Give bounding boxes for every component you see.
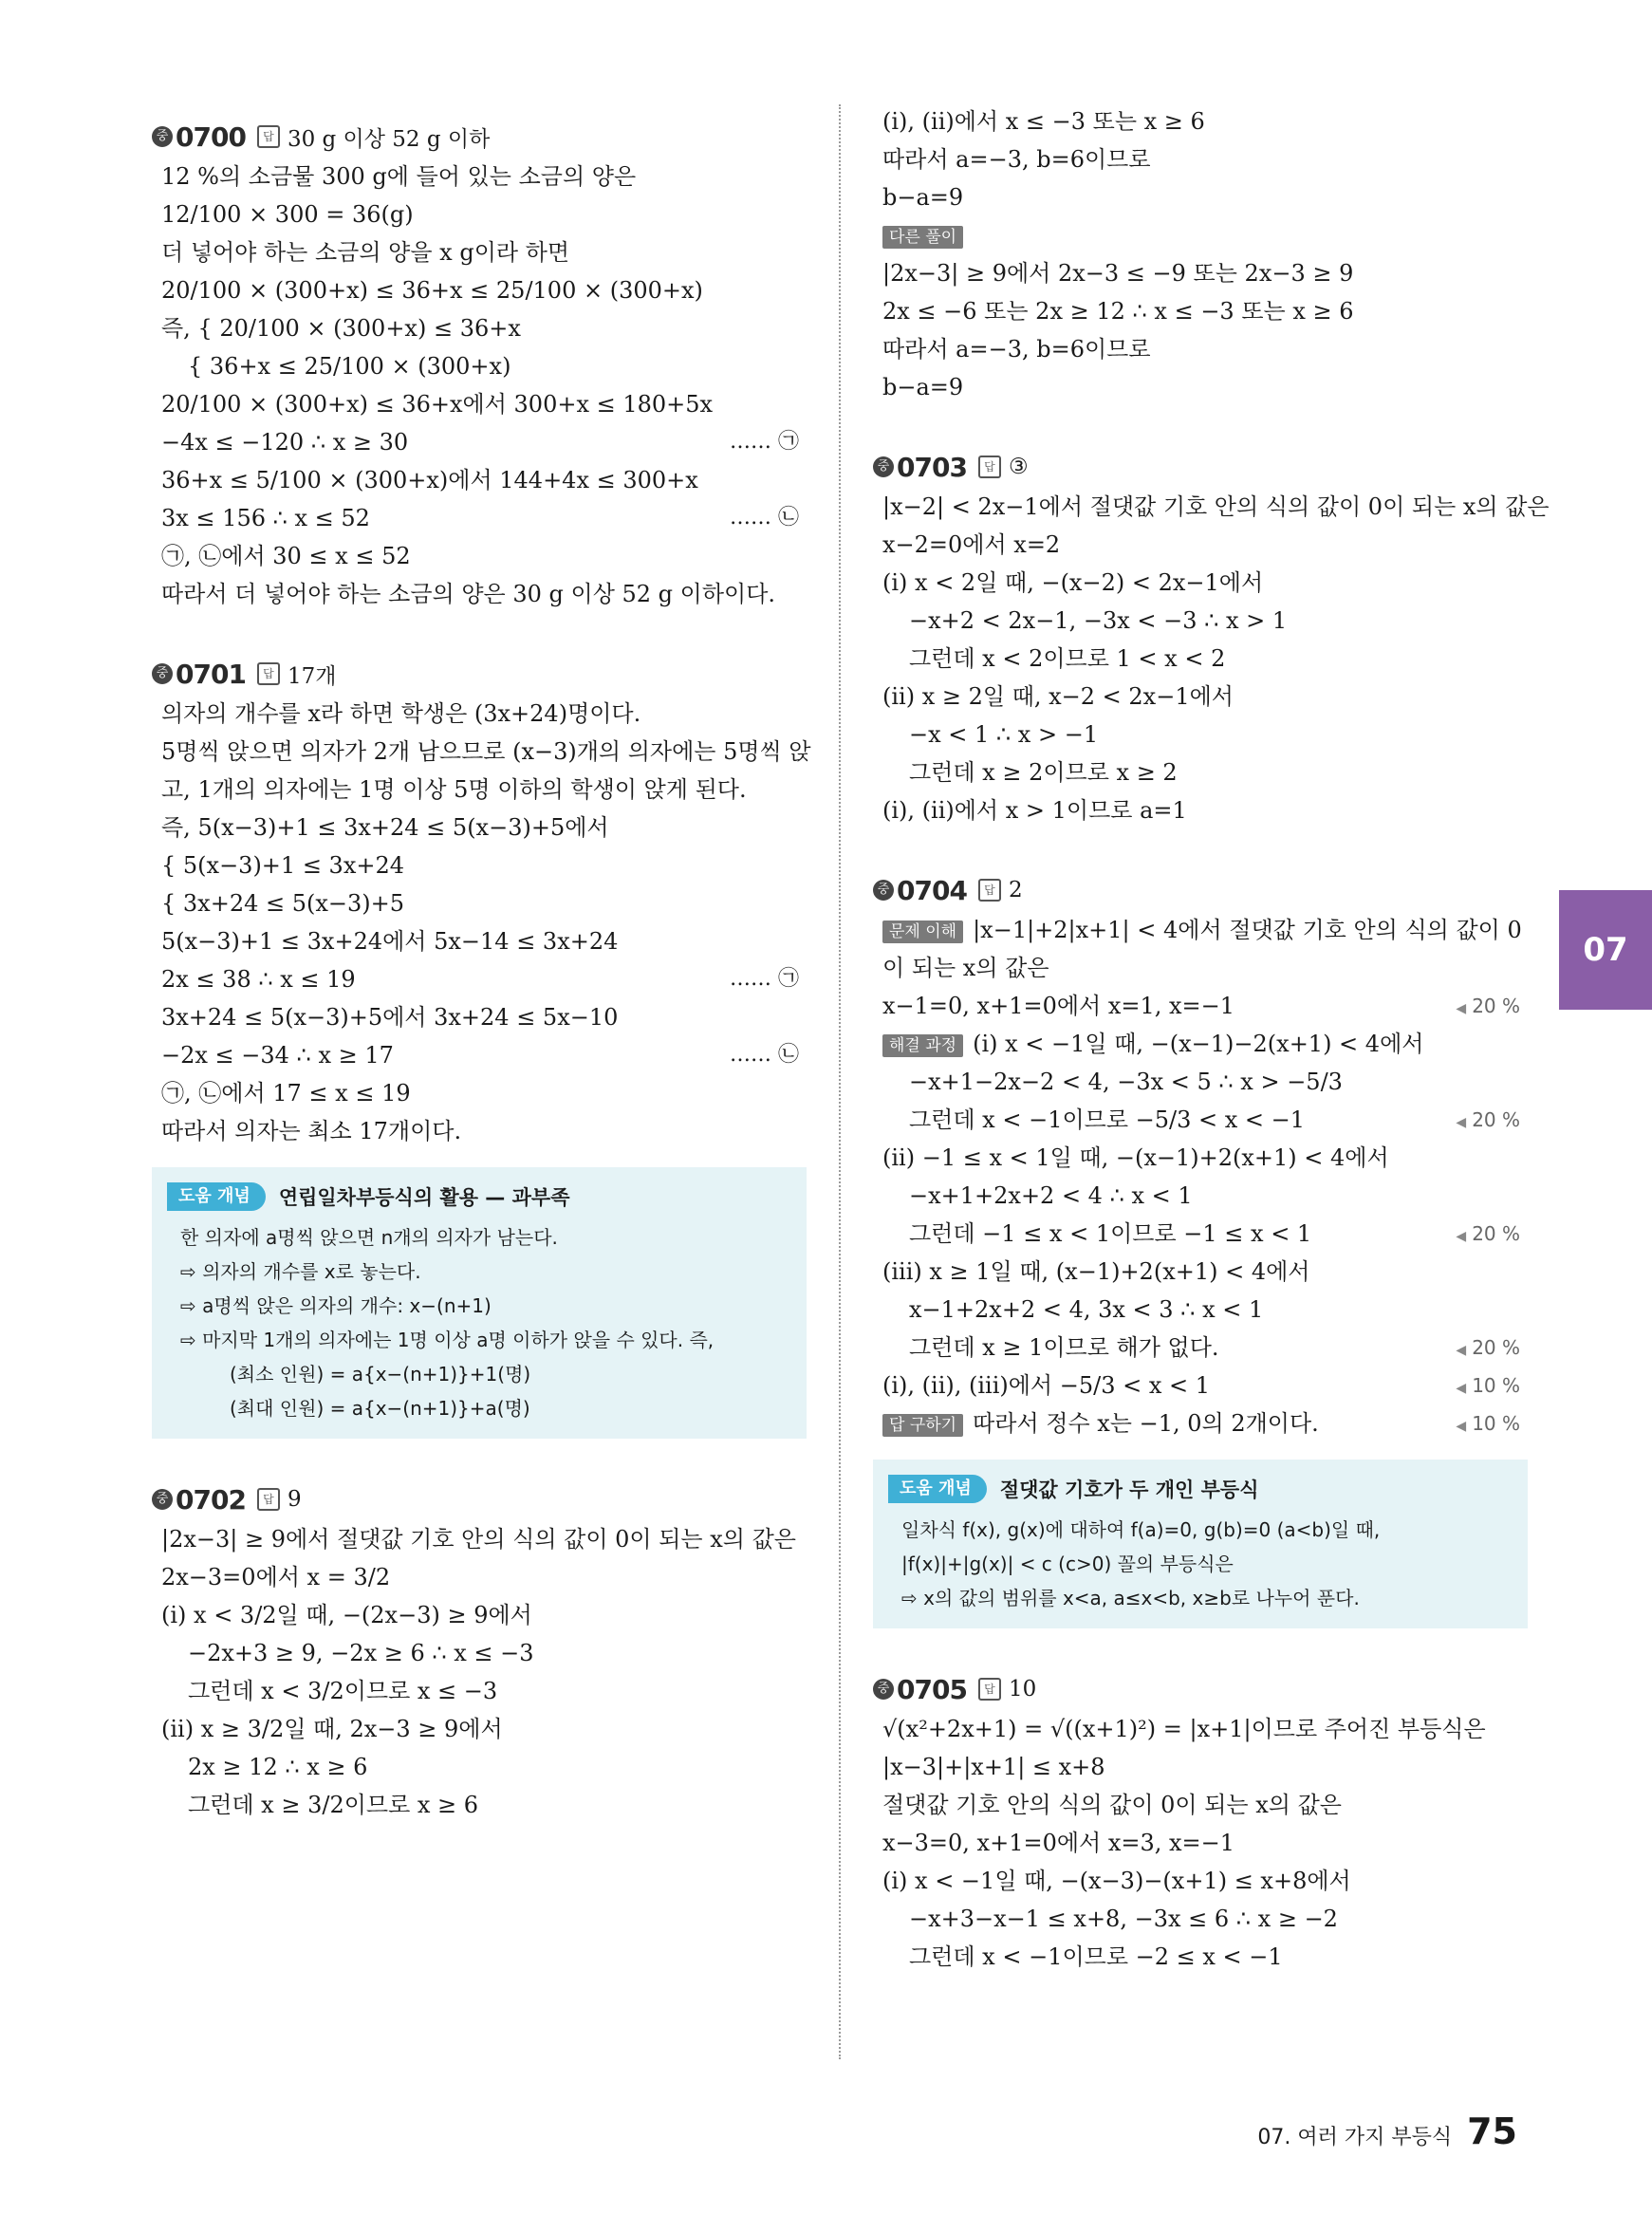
solution-line (873, 564, 1528, 602)
triangle-icon: ◀ (1456, 1229, 1467, 1244)
problem-id: 0700 (176, 121, 246, 153)
line-text: 따라서 a=−3, b=6이므로 (882, 336, 1151, 363)
step-tag: 해결 과정 (882, 1034, 963, 1057)
solution-line (873, 1177, 1528, 1215)
left-column (152, 102, 811, 1824)
line-text: −x+1+2x+2 < 4 ∴ x < 1 (909, 1182, 1193, 1209)
line-text: 따라서 의자는 최소 17개이다. (161, 1118, 462, 1144)
score-percent (1456, 1329, 1520, 1369)
equation-marker: …… ㉡ (730, 506, 799, 530)
solution-line (152, 1672, 807, 1710)
problem-number (152, 121, 246, 153)
triangle-icon: ◀ (1456, 1343, 1467, 1358)
solution-line (152, 884, 807, 922)
answer-text: ③ (1008, 455, 1029, 479)
solution-line (152, 1710, 807, 1748)
solution-line (152, 960, 807, 998)
problem-id: 0701 (176, 658, 246, 690)
line-text: 그런데 x ≥ 2이므로 x ≥ 2 (909, 759, 1178, 786)
answer-text: 2 (1008, 878, 1023, 902)
line-text: (ii) x ≥ 2일 때, x−2 < 2x−1에서 (882, 683, 1234, 710)
line-text: −x < 1 ∴ x > −1 (909, 721, 1099, 748)
line-text: (i), (ii)에서 x > 1이므로 a=1 (882, 797, 1187, 824)
line-text: 그런데 x ≥ 3/2이므로 x ≥ 6 (188, 1792, 479, 1818)
concept-box (152, 1167, 807, 1439)
line-text: ㉠, ㉡에서 30 ≤ x ≤ 52 (161, 543, 411, 569)
difficulty-badge: 중 (152, 126, 173, 147)
solution-line (873, 1367, 1528, 1404)
solution-line (152, 1596, 807, 1634)
line-text: −2x ≤ −34 ∴ x ≥ 17 (161, 1042, 394, 1069)
line-text: 그런데 x < 3/2이므로 x ≤ −3 (188, 1678, 498, 1704)
page-number: 75 (1467, 2111, 1517, 2152)
answer-icon: 답 (978, 456, 1001, 478)
line-text: 즉, { 20/100 × (300+x) ≤ 36+x (161, 315, 521, 342)
solution-line (152, 771, 807, 809)
line-text: 이 되는 x의 값은 (882, 955, 1049, 981)
solution-line (152, 922, 807, 960)
problem-header (152, 116, 807, 158)
step-tag: 다른 풀이 (882, 226, 963, 249)
step-tag: 답 구하기 (882, 1414, 963, 1437)
solution-line (152, 195, 807, 233)
problem-header (152, 1478, 807, 1520)
equation-marker: …… ㉠ (730, 430, 799, 454)
line-text: x−1+2x+2 < 4, 3x < 3 ∴ x < 1 (909, 1296, 1264, 1323)
concept-pill: 도움 개념 (167, 1182, 266, 1211)
score-value: 20 % (1472, 1108, 1520, 1131)
solution-line (873, 1786, 1528, 1824)
solution-line (152, 1112, 807, 1150)
line-text: (i), (ii), (iii)에서 −5/3 < x < 1 (882, 1372, 1211, 1399)
line-text: 의자의 개수를 x라 하면 학생은 (3x+24)명이다. (161, 700, 641, 727)
answer-text: 17개 (287, 663, 337, 689)
solution-line (873, 254, 1528, 292)
solution-line (152, 1786, 807, 1824)
problem-number (873, 452, 967, 483)
answer-icon: 답 (257, 662, 280, 685)
line-text: 3x ≤ 156 ∴ x ≤ 52 (161, 505, 370, 531)
line-text: 그런데 x ≥ 1이므로 해가 없다. (909, 1334, 1219, 1361)
solution-line (152, 499, 807, 537)
solution-line (873, 753, 1528, 791)
page-footer (1257, 2111, 1517, 2152)
section-gap (873, 829, 1528, 856)
solution-line (873, 602, 1528, 640)
solution-line (152, 1634, 807, 1672)
line-text: −4x ≤ −120 ∴ x ≥ 30 (161, 429, 409, 456)
line-text: { 36+x ≤ 25/100 × (300+x) (188, 353, 511, 380)
solution-line (873, 640, 1528, 678)
solution-line (873, 1139, 1528, 1177)
line-text: 2x ≤ −6 또는 2x ≥ 12 ∴ x ≤ −3 또는 x ≥ 6 (882, 298, 1354, 325)
answer-text: 30 g 이상 52 g 이하 (287, 126, 491, 152)
solution-line (152, 1558, 807, 1596)
line-text: ㉠, ㉡에서 17 ≤ x ≤ 19 (161, 1080, 411, 1106)
line-text: |2x−3| ≥ 9에서 절댓값 기호 안의 식의 값이 0이 되는 x의 값은 (161, 1526, 796, 1553)
solution-line (152, 347, 807, 385)
solution-line (152, 695, 807, 733)
solution-line (873, 1862, 1528, 1900)
solution-line (152, 1520, 807, 1558)
line-text: x−3=0, x+1=0에서 x=3, x=−1 (882, 1830, 1235, 1856)
line-text: (i) x < 3/2일 때, −(2x−3) ≥ 9에서 (161, 1602, 532, 1628)
solution-line (873, 1900, 1528, 1938)
solution-line (152, 233, 807, 271)
problem-id: 0703 (897, 451, 967, 483)
solution-line (873, 716, 1528, 753)
solution-line (152, 846, 807, 884)
solution-line (873, 330, 1528, 368)
line-text: −x+2 < 2x−1, −3x < −3 ∴ x > 1 (909, 607, 1288, 634)
tagged-line (873, 911, 1528, 949)
score-value: 20 % (1472, 1336, 1520, 1359)
line-text: √(x²+2x+1) = √((x+1)²) = |x+1|이므로 주어진 부등식은 (882, 1716, 1486, 1742)
solution-line (152, 575, 807, 613)
solution-line (873, 1253, 1528, 1291)
concept-line: ⇨ 마지막 1개의 의자에는 1명 이상 a명 이하가 앉을 수 있다. 즉, (180, 1329, 715, 1351)
tagged-line (873, 1025, 1528, 1063)
problem-header (873, 446, 1528, 488)
concept-title: 절댓값 기호가 두 개인 부등식 (999, 1478, 1259, 1501)
score-value: 20 % (1472, 995, 1520, 1017)
solution-line (152, 1748, 807, 1786)
solution-line (873, 949, 1528, 987)
line-text: 고, 1개의 의자에는 1명 이상 5명 이하의 학생이 앉게 된다. (161, 776, 747, 803)
problem-id: 0705 (897, 1673, 967, 1705)
line-text: −x+3−x−1 ≤ x+8, −3x ≤ 6 ∴ x ≥ −2 (909, 1906, 1338, 1932)
difficulty-badge: 중 (873, 456, 894, 477)
triangle-icon: ◀ (1456, 1419, 1467, 1434)
solution-line (873, 1291, 1528, 1329)
concept-line: ⇨ a명씩 앉은 의자의 개수: x−(n+1) (180, 1294, 492, 1317)
score-value: 10 % (1472, 1374, 1520, 1397)
solution-line (873, 368, 1528, 406)
line-text: (i) x < −1일 때, −(x−3)−(x+1) ≤ x+8에서 (882, 1868, 1351, 1894)
line-text: 3x+24 ≤ 5(x−3)+5에서 3x+24 ≤ 5x−10 (161, 1004, 619, 1031)
concept-line: ⇨ 의자의 개수를 x로 놓는다. (180, 1260, 421, 1283)
solution-line (152, 1074, 807, 1112)
line-text: |x−3|+|x+1| ≤ x+8 (882, 1754, 1105, 1780)
line-text: 그런데 x < −1이므로 −2 ≤ x < −1 (909, 1943, 1283, 1970)
solution-line (873, 292, 1528, 330)
line-text: b−a=9 (882, 374, 964, 400)
score-percent (1456, 1404, 1520, 1445)
line-text: 12 %의 소금물 300 g에 들어 있는 소금의 양은 (161, 163, 637, 190)
problem-number (873, 875, 967, 906)
solution-line (873, 1215, 1528, 1253)
line-text: { 5(x−3)+1 ≤ 3x+24 (161, 852, 405, 879)
problem-id: 0704 (897, 874, 967, 906)
line-text: 2x−3=0에서 x = 3/2 (161, 1564, 391, 1590)
concept-line: 한 의자에 a명씩 앉으면 n개의 의자가 남는다. (180, 1226, 558, 1249)
line-text: 5(x−3)+1 ≤ 3x+24에서 5x−14 ≤ 3x+24 (161, 928, 619, 955)
line-text: −2x+3 ≥ 9, −2x ≥ 6 ∴ x ≤ −3 (188, 1640, 534, 1666)
line-text: −x+1−2x−2 < 4, −3x < 5 ∴ x > −5/3 (909, 1069, 1343, 1095)
line-text: 따라서 더 넣어야 하는 소금의 양은 30 g 이상 52 g 이하이다. (161, 581, 776, 607)
right-column (873, 102, 1550, 1976)
score-value: 10 % (1472, 1412, 1520, 1435)
line-text: x−2=0에서 x=2 (882, 531, 1061, 558)
problem-number (873, 1674, 967, 1705)
difficulty-badge: 중 (152, 663, 173, 684)
line-text: 2x ≤ 38 ∴ x ≤ 19 (161, 966, 356, 993)
section-gap (152, 613, 807, 640)
line-text: 따라서 정수 x는 −1, 0의 2개이다. (973, 1410, 1319, 1437)
problem-number (152, 659, 246, 690)
problem-number (152, 1484, 246, 1516)
problem-header (873, 869, 1528, 911)
answer-text: 9 (287, 1487, 302, 1512)
concept-line: 일차식 f(x), g(x)에 대하여 f(a)=0, g(b)=0 (a<b)일 때, (901, 1518, 1381, 1541)
tagged-line (873, 216, 1528, 254)
line-text: (i) x < 2일 때, −(x−2) < 2x−1에서 (882, 569, 1264, 596)
solution-line (873, 678, 1528, 716)
answer-icon: 답 (257, 125, 280, 148)
line-text: (i) x < −1일 때, −(x−1)−2(x+1) < 4에서 (973, 1031, 1424, 1057)
difficulty-badge: 중 (873, 1679, 894, 1700)
solution-line (873, 178, 1528, 216)
line-text: 그런데 x < −1이므로 −5/3 < x < −1 (909, 1106, 1306, 1133)
solution-line (873, 1710, 1528, 1748)
line-text: { 3x+24 ≤ 5(x−3)+5 (161, 890, 405, 917)
concept-pill: 도움 개념 (888, 1475, 987, 1503)
answer-icon: 답 (257, 1488, 280, 1511)
concept-line: (최대 인원) = a{x−(n+1)}+a(명) (230, 1397, 530, 1420)
equation-marker: …… ㉡ (730, 1043, 799, 1067)
solution-line (152, 733, 811, 771)
score-percent (1456, 1101, 1520, 1142)
line-text: 20/100 × (300+x) ≤ 36+x에서 300+x ≤ 180+5x (161, 391, 714, 418)
solution-line (873, 488, 1550, 526)
solution-line (152, 809, 807, 846)
score-percent (1456, 1215, 1520, 1255)
score-percent (1456, 987, 1520, 1028)
concept-box (873, 1460, 1528, 1628)
section-gap (152, 1439, 807, 1465)
difficulty-badge: 중 (152, 1489, 173, 1510)
solution-line (152, 998, 807, 1036)
line-text: 2x ≥ 12 ∴ x ≥ 6 (188, 1754, 368, 1780)
solution-line (873, 526, 1528, 564)
solution-line (152, 461, 807, 499)
equation-marker: …… ㉠ (730, 967, 799, 991)
section-gap (873, 406, 1528, 433)
solution-line (873, 791, 1528, 829)
concept-box-header (167, 1182, 791, 1211)
answer-icon: 답 (978, 879, 1001, 902)
line-text: (ii) x ≥ 3/2일 때, 2x−3 ≥ 9에서 (161, 1716, 503, 1742)
answer-text: 10 (1008, 1677, 1037, 1702)
line-text: 5명씩 앉으면 의자가 2개 남으므로 (x−3)개의 의자에는 5명씩 앉 (161, 738, 811, 765)
line-text: x−1=0, x+1=0에서 x=1, x=−1 (882, 993, 1235, 1019)
solution-line (873, 1938, 1528, 1976)
score-value: 20 % (1472, 1222, 1520, 1245)
line-text: 12/100 × 300 = 36(g) (161, 201, 414, 228)
concept-line: |f(x)|+|g(x)| < c (c>0) 꼴의 부등식은 (901, 1553, 1234, 1575)
problem-header (873, 1668, 1528, 1710)
concept-line: (최소 인원) = a{x−(n+1)}+1(명) (230, 1363, 531, 1385)
solution-line (873, 1101, 1528, 1139)
section-gap (873, 1628, 1528, 1655)
line-text: (ii) −1 ≤ x < 1일 때, −(x−1)+2(x+1) < 4에서 (882, 1144, 1389, 1171)
solution-line (873, 140, 1528, 178)
line-text: |2x−3| ≥ 9에서 2x−3 ≤ −9 또는 2x−3 ≥ 9 (882, 260, 1354, 287)
concept-title: 연립일차부등식의 활용 — 과부족 (278, 1186, 570, 1209)
score-percent (1456, 1367, 1520, 1407)
line-text: |x−2| < 2x−1에서 절댓값 기호 안의 식의 값이 0이 되는 x의 값은 (882, 493, 1550, 520)
footer-chapter-label: 07. 여러 가지 부등식 (1257, 2126, 1453, 2149)
solution-line (873, 1063, 1528, 1101)
solution-line (873, 1824, 1528, 1862)
chapter-tab: 07 (1559, 890, 1652, 1010)
solution-line (152, 385, 807, 423)
line-text: 36+x ≤ 5/100 × (300+x)에서 144+4x ≤ 300+x (161, 467, 698, 493)
solution-line (873, 1748, 1528, 1786)
triangle-icon: ◀ (1456, 1115, 1467, 1130)
solution-line (152, 271, 807, 309)
line-text: |x−1|+2|x+1| < 4에서 절댓값 기호 안의 식의 값이 0 (973, 917, 1522, 943)
line-text: 절댓값 기호 안의 식의 값이 0이 되는 x의 값은 (882, 1792, 1342, 1818)
concept-box-header (888, 1475, 1513, 1503)
solution-line (873, 987, 1528, 1025)
column-divider (839, 104, 841, 2059)
line-text: (i), (ii)에서 x ≤ −3 또는 x ≥ 6 (882, 108, 1205, 135)
solution-line (152, 537, 807, 575)
line-text: 20/100 × (300+x) ≤ 36+x ≤ 25/100 × (300+x) (161, 277, 703, 304)
difficulty-badge: 중 (873, 880, 894, 901)
solution-line (152, 309, 807, 347)
solution-line (152, 423, 807, 461)
concept-line: ⇨ x의 값의 범위를 x<a, a≤x<b, x≥b로 나누어 푼다. (901, 1587, 1360, 1609)
solution-line (152, 1036, 807, 1074)
line-text: (iii) x ≥ 1일 때, (x−1)+2(x+1) < 4에서 (882, 1258, 1310, 1285)
line-text: b−a=9 (882, 184, 964, 211)
solution-line (873, 102, 1528, 140)
problem-header (152, 653, 807, 695)
tagged-line (873, 1404, 1528, 1442)
line-text: 그런데 x < 2이므로 1 < x < 2 (909, 645, 1226, 672)
line-text: 따라서 a=−3, b=6이므로 (882, 146, 1151, 173)
solution-line (873, 1329, 1528, 1367)
line-text: 더 넣어야 하는 소금의 양을 x g이라 하면 (161, 239, 570, 266)
answer-icon: 답 (978, 1678, 1001, 1701)
line-text: 즉, 5(x−3)+1 ≤ 3x+24 ≤ 5(x−3)+5에서 (161, 814, 609, 841)
triangle-icon: ◀ (1456, 1001, 1467, 1016)
triangle-icon: ◀ (1456, 1381, 1467, 1396)
problem-id: 0702 (176, 1483, 246, 1516)
solution-line (152, 158, 807, 195)
line-text: 그런데 −1 ≤ x < 1이므로 −1 ≤ x < 1 (909, 1220, 1312, 1247)
step-tag: 문제 이해 (882, 921, 963, 943)
